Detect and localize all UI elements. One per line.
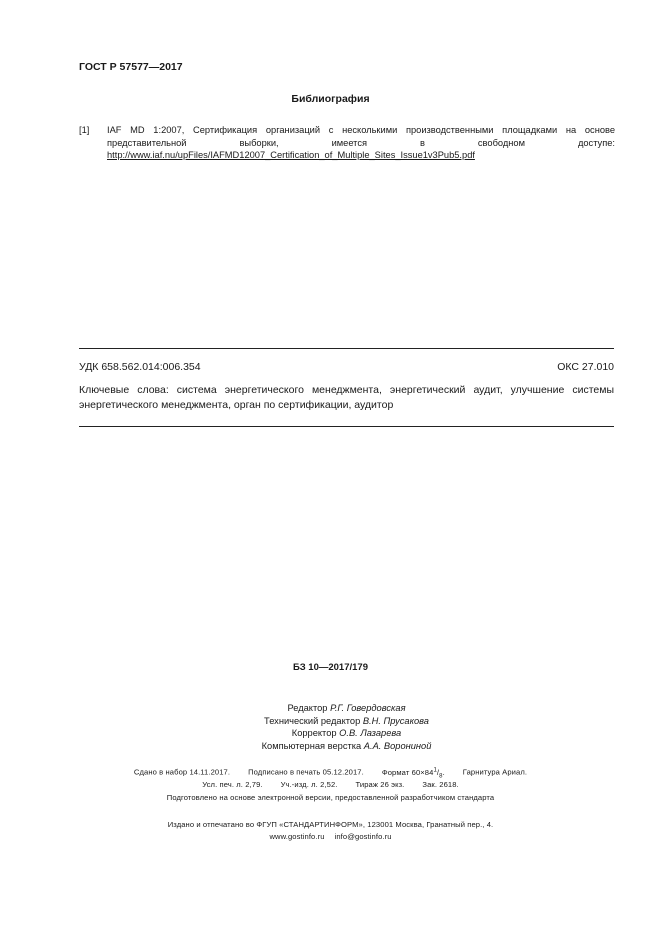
typeface: Гарнитура Ариал. xyxy=(462,767,528,777)
staff-name: А.А. Ворониной xyxy=(363,740,432,751)
email-link[interactable]: info@gostinfo.ru xyxy=(334,832,392,841)
divider-top xyxy=(79,348,614,349)
publisher-info: Издано и отпечатано во ФГУП «СТАНДАРТИНФОРМ», 123001 Москва, Гранатный пер., 4. xyxy=(167,820,494,829)
reference-number: [1] xyxy=(79,125,90,135)
bz-number: БЗ 10—2017/179 xyxy=(293,662,368,673)
staff-editor xyxy=(0,702,661,715)
submitted-date: Сдано в набор 14.11.2017. xyxy=(133,767,231,777)
staff-name: В.Н. Прусакова xyxy=(362,715,429,726)
reference-text xyxy=(107,124,615,162)
publishing-sheets: Уч.-изд. л. 2,52. xyxy=(280,780,338,789)
signed-date: Подписано в печать 05.12.2017. xyxy=(248,767,364,777)
website-link[interactable]: www.gostinfo.ru xyxy=(269,832,325,841)
bibliography-title: Библиография xyxy=(291,93,370,105)
reference-link[interactable]: http://www.iaf.nu/upFiles/IAFMD12007_Certification_of_Multiple_Sites_Issue1v3Pub5.pdf xyxy=(107,150,475,161)
keywords: Ключевые слова: система энергетического менеджмента, энергетический аудит, улучшение системы энергетического менеджмента, орган по сертификации, аудитор xyxy=(79,384,614,411)
staff-role: Редактор xyxy=(287,703,328,713)
document-code: ГОСТ Р 57577—2017 xyxy=(79,61,183,73)
prepared-note: Подготовлено на основе электронной версии, предоставленной разработчиком стандарта xyxy=(166,793,495,802)
print-sheets: Усл. печ. л. 2,79. xyxy=(202,780,263,789)
staff-list xyxy=(0,702,661,752)
staff-name: Р.Г. Говердовская xyxy=(330,703,406,713)
staff-role: Компьютерная верстка xyxy=(261,740,362,751)
divider-bottom xyxy=(79,426,614,427)
oks-code: ОКС 27.010 xyxy=(557,361,614,373)
staff-role: Корректор xyxy=(291,728,337,739)
staff-corrector xyxy=(0,727,661,740)
imprint-line-1 xyxy=(0,767,661,779)
reference-description: IAF MD 1:2007, Сертификация организаций с несколькими производственными площадками на основе представительной выборки, имеется в свободном доступе: xyxy=(107,125,615,148)
imprint-line-2 xyxy=(0,780,661,789)
staff-layout xyxy=(0,740,661,753)
publisher-contacts xyxy=(0,832,661,841)
staff-role: Технический редактор xyxy=(264,715,361,726)
paper-format: Формат $60\times 84^1/_8$. xyxy=(381,767,445,780)
staff-tech-editor xyxy=(0,715,661,728)
order-number: Зак. 2618. xyxy=(422,780,459,789)
staff-name: О.В. Лазарева xyxy=(339,728,402,739)
circulation: Тираж 26 экз. xyxy=(355,780,405,789)
udk-code: УДК 658.562.014:006.354 xyxy=(79,361,201,373)
